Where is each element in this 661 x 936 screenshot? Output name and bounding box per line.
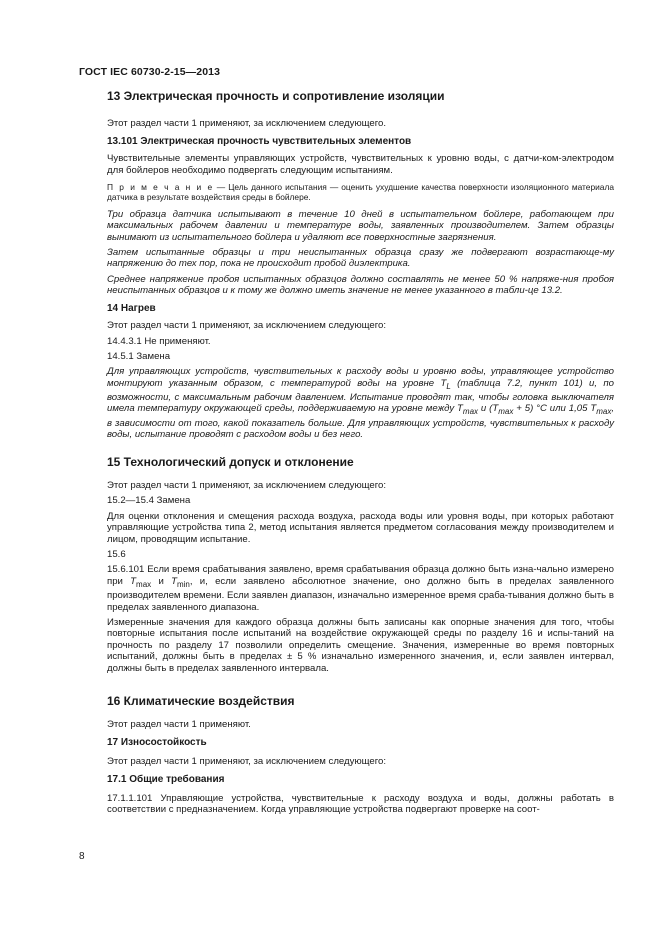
clause-15-2-text: Для оценки отклонения и смещения расхода воздуха, расхода воды или уровня воды, при которых работают управляющие устройства типа 2, метод испытания является предметом согласования между производителем и лицом, проводящим испытание. xyxy=(107,510,614,545)
clause-17-1-1-101: 17.1.1.101 Управляющие устройства, чувствительные к расходу воздуха и воды, должны работать в соответствии с предназначением. Когда управляющие устройства подвергают проверке на соот- xyxy=(107,793,614,816)
heating-text-c: и ( xyxy=(478,403,493,415)
symbol-t: T xyxy=(457,403,463,415)
page-number: 8 xyxy=(79,851,85,862)
clause-14-4-3-1: 14.4.3.1 Не применяют. xyxy=(107,335,211,347)
response-text-b: и xyxy=(151,575,172,587)
document-body xyxy=(107,91,614,816)
test-procedure-1: Три образца датчика испытывают в течение 10 дней в испытательном бойлере, работающем при максимальных рабочем давлении и температуре воды, заявленных производителем. Затем образцы вынимают из испытательного бойлера и удаляют все поверхностные загрязнения. xyxy=(107,208,614,243)
heating-text-d: + 5) °С или 1,05 xyxy=(513,403,591,415)
response-text-a: 15.6.101 Если время срабатывания заявлено, время срабатывания образца должно быть изна-чально измерено при xyxy=(107,564,614,587)
section-13-intro: Этот раздел части 1 применяют, за исключением следующего. xyxy=(107,118,387,130)
section-16-intro: Этот раздел части 1 применяют. xyxy=(107,719,251,731)
section-13-heading: 13 Электрическая прочность и сопротивление изоляции xyxy=(107,89,445,103)
symbol-subscript: max xyxy=(462,407,479,417)
test-procedure-3: Среднее напряжение пробоя испытанных образцов должно составлять не менее 50 % напряже-ния пробоя неиспытанных образцов и к тому же должно иметь значение не менее указанного в табли-це 13.2. xyxy=(107,273,614,297)
symbol-t: T xyxy=(130,575,137,587)
response-text-c: , и, если заявлено абсолютное значение, оно должно быть в пределах заявленного производителем времени. Если заявлен диапазон, изначально измеренное время сраба-тывания должно быть в пределах заявленного диапазона. xyxy=(107,575,614,613)
heating-test-text xyxy=(107,366,614,440)
note xyxy=(107,182,614,203)
test-procedure-2: Затем испытанные образцы и три неиспытанных образца сразу же подвергают возрастающе-му напряжению до тех пор, пока не происходит пробой диэлектрика. xyxy=(107,247,614,270)
section-17-intro: Этот раздел части 1 применяют, за исключением следующего: xyxy=(107,756,387,768)
clause-17-1-heading: 17.1 Общие требования xyxy=(107,773,225,785)
clause-15-2-15-4: 15.2—15.4 Замена xyxy=(107,495,191,507)
clause-15-6: 15.6 xyxy=(107,549,126,560)
clause-13-101-heading: 13.101 Электрическая прочность чувствительных элементов xyxy=(107,135,412,147)
symbol-subscript: max xyxy=(596,407,612,417)
symbol-t: T xyxy=(492,403,499,415)
heating-text-b: (таблица 7.2, пункт 101) и, по возможности, с максимальным рабочим давлением. Испытание проводят так, чтобы головка выключателя имела температуру окружающей среды, поддерживаемую на уровне между xyxy=(107,377,615,415)
note-text: — Цель данного испытания — оценить ухудшение качества поверхности изоляционного материала датчика в результате воздействия среды в бойлере. xyxy=(107,182,614,203)
heating-text-a: Для управляющих устройств, чувствительных к расходу воды и уровню воды, управляющее устройство монтируют указанным образом, с температурой воды на уровне xyxy=(107,366,614,389)
section-14-heading: 14 Нагрев xyxy=(107,302,156,314)
section-15-heading: 15 Технологический допуск и отклонение xyxy=(107,454,354,469)
clause-15-6-101 xyxy=(107,564,614,613)
note-label: П р и м е ч а н и е xyxy=(107,182,214,193)
symbol-subscript: L xyxy=(446,381,451,391)
heating-text-e: , в зависимости от того, какой показатель больше. Для управляющих устройств, чувствительных к расходу воды, испытание проводят с расходом воды и без него. xyxy=(107,403,614,441)
clause-13-101-text: Чувствительные элементы управляющих устройств, чувствительных к уровню воды, с датчи-ком-электродом для бойлеров необходимо подвергать следующим испытаниям. xyxy=(107,153,614,176)
section-15-intro: Этот раздел части 1 применяют, за исключением следующего: xyxy=(107,479,387,491)
symbol-subscript: max xyxy=(498,407,514,417)
symbol-t: T xyxy=(590,403,597,415)
clause-15-6-101-measurements: Измеренные значения для каждого образца должны быть записаны как опорные значения для того, чтобы повторные испытания после испытаний на воздействие окружающей среды по разделу 16 и испы-таний на прочность по разделу 17 позволили определить смещение. Значения, измеренные во время повторных испытаний, должны быть в пределах ± 5 % изначально измеренного значения, и, если заявлен интервал, должны быть в пределах заявленного интервала. xyxy=(107,616,614,674)
section-16-heading: 16 Климатические воздействия xyxy=(107,693,295,708)
symbol-t: T xyxy=(171,575,177,587)
symbol-subscript: max xyxy=(136,579,152,589)
running-header: ГОСТ IEC 60730-2-15—2013 xyxy=(79,66,221,78)
symbol-t: T xyxy=(440,377,447,389)
section-17-heading: 17 Износостойкость xyxy=(107,736,207,748)
clause-14-5-1: 14.5.1 Замена xyxy=(107,350,171,362)
symbol-subscript: min xyxy=(176,579,190,589)
section-14-intro: Этот раздел части 1 применяют, за исключением следующего: xyxy=(107,320,387,332)
